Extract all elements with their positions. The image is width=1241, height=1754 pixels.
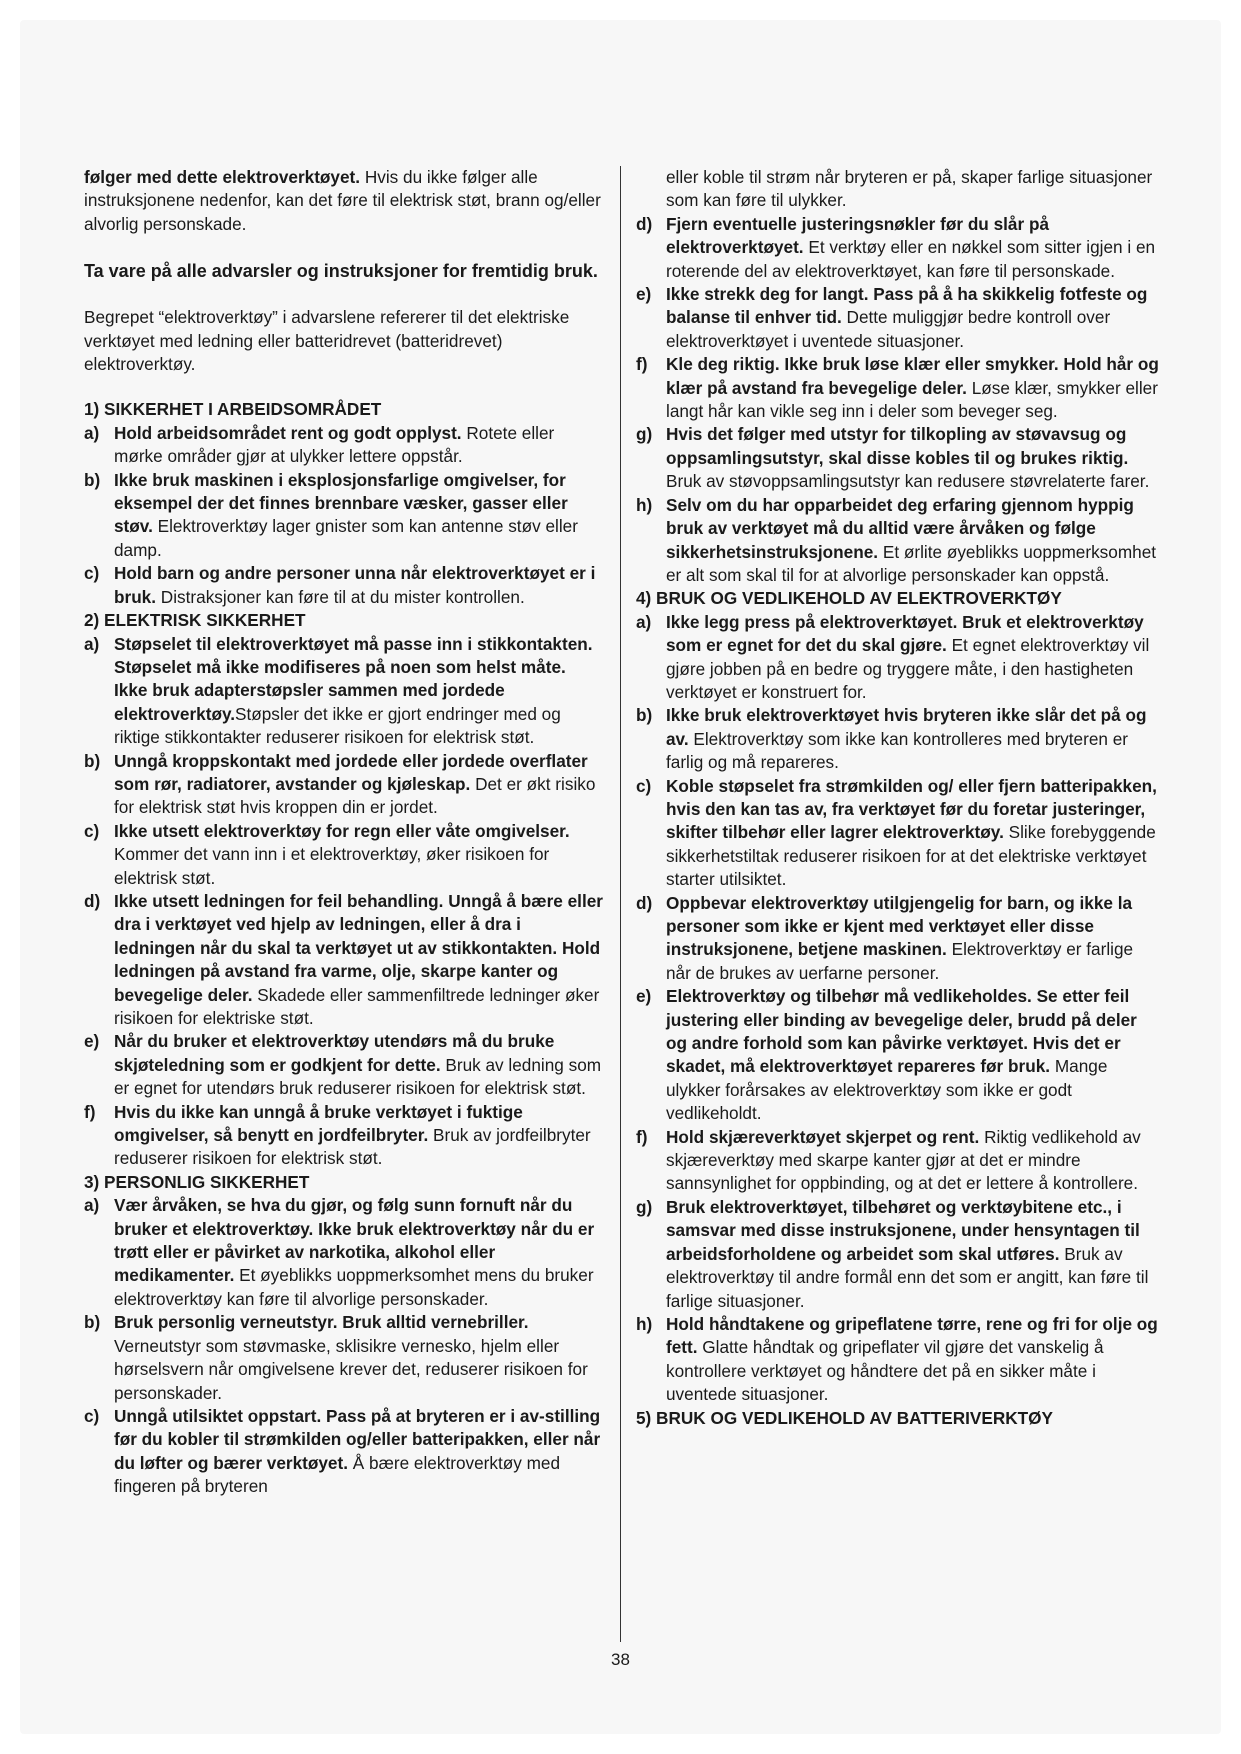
- section-3-title: 3) PERSONLIG SIKKERHET: [84, 1171, 310, 1192]
- item-label: e): [636, 284, 652, 305]
- item-bold: Unngå kroppskontakt med jordede eller jordede overflater som rør, radiatorer, avstander og kjøleskap.: [114, 750, 588, 794]
- item-text: Bruk av elektroverktøy til andre formål enn det som er angitt, kan føre til farlige situasjoner.: [666, 1243, 1149, 1311]
- item-text: Kommer det vann inn i et elektroverktøy, øker risikoen for elektrisk støt.: [114, 844, 550, 888]
- list-item: [84, 1030, 604, 1100]
- section-1-title: 1) SIKKERHET I ARBEIDSOMRÅDET: [84, 399, 382, 420]
- item-bold: Støpselet til elektroverktøyet må passe inn i stikkontakten. Støpselet må ikke modifiseres på noen som helst måte. Ikke bruk adapterstøpsler sammen med jordede elektroverktøy.: [114, 633, 593, 724]
- item-label: f): [636, 354, 648, 375]
- list-item: [636, 985, 1160, 1125]
- item-text: Elektroverktøy er farlige når de brukes av uerfarne personer.: [666, 939, 1134, 983]
- item-label: c): [84, 563, 100, 584]
- continuation-text: eller koble til strøm når bryteren er på, skaper farlige situasjoner som kan føre til ulykker.: [666, 167, 1153, 211]
- item-label: g): [636, 424, 653, 445]
- item-text: Dette muliggjør bedre kontroll over elektroverktøyet i uventede situasjoner.: [666, 307, 1111, 351]
- list-item: [636, 283, 1160, 353]
- item-text: Å bære elektroverktøy med fingeren på bryteren: [114, 1452, 561, 1497]
- item-label: b): [84, 469, 101, 490]
- item-label: e): [636, 986, 652, 1007]
- item-label: a): [84, 633, 100, 654]
- item-bold: Hold barn og andre personer unna når elektroverktøyet er i bruk.: [114, 563, 596, 607]
- item-label: b): [84, 750, 101, 771]
- item-bold: Bruk elektroverktøyet, tilbehøret og verktøybitene etc., i samsvar med disse instruksjonene, under hensyntagen til arbeidsforholdene og arbeidet som skal utføres.: [666, 1196, 1140, 1264]
- item-text: Bruk av jordfeilbryter reduserer risikoen for elektrisk støt.: [114, 1125, 591, 1169]
- item-bold: Unngå utilsiktet oppstart. Pass på at bryteren er i av-stilling før du kobler til strømkilden og/eller batteripakken, eller når du løfter og bærer verktøyet.: [114, 1405, 601, 1473]
- item-label: g): [636, 1196, 653, 1217]
- item-text: Elektroverktøy lager gnister som kan antenne støv eller damp.: [114, 516, 578, 560]
- item-bold: Ikke bruk elektroverktøyet hvis bryteren ikke slår det på og av.: [666, 705, 1147, 749]
- item-text: Støpsler det ikke er gjort endringer med og riktige stikkontakter reduserer risikoen for elektrisk støt.: [114, 703, 561, 748]
- item-label: d): [636, 892, 653, 913]
- item-text: Det er økt risiko for elektrisk støt hvis kroppen din er jordet.: [114, 773, 596, 818]
- item-label: e): [84, 1031, 100, 1052]
- item-bold: Ikke bruk maskinen i eksplosjonsfarlige omgivelser, for eksempel der det finnes brennbare væsker, gasser eller støv.: [114, 469, 568, 537]
- list-item: [636, 704, 1160, 774]
- section-2-title: 2) ELEKTRISK SIKKERHET: [84, 610, 306, 631]
- item-bold: Når du bruker et elektroverktøy utendørs må du bruke skjøteledning som er godkjent for dette.: [114, 1031, 555, 1075]
- left-column: [84, 166, 604, 1499]
- item-label: d): [636, 213, 653, 234]
- item-label: d): [84, 890, 101, 911]
- list-item: [636, 892, 1160, 986]
- item-label: h): [636, 1313, 653, 1334]
- list-item: [84, 1405, 604, 1499]
- item-text: Slike forebyggende sikkerhetstiltak reduserer risikoen for at det elektriske verktøyet starter utilsiktet.: [666, 822, 1156, 890]
- item-label: a): [84, 422, 100, 443]
- right-column: [636, 166, 1160, 1430]
- item-bold: Hold håndtakene og gripeflatene tørre, rene og fri for olje og fett.: [666, 1313, 1158, 1358]
- column-divider: [620, 166, 621, 1642]
- section-2-list: [84, 633, 604, 1171]
- list-item: [636, 775, 1160, 892]
- item-text: Et egnet elektroverktøy vil gjøre jobben på en bedre og tryggere måte, i den hastigheten verktøyet er konstruert for.: [666, 635, 1150, 702]
- item-text: Løse klær, smykker eller langt hår kan vikle seg inn i deler som beveger seg.: [666, 377, 1158, 422]
- item-text: Distraksjoner kan føre til at du mister kontrollen.: [156, 586, 525, 607]
- item-text: Mange ulykker forårsakes av elektroverktøy som ikke er godt vedlikeholdt.: [666, 1056, 1108, 1124]
- item-bold: Hvis du ikke kan unngå å bruke verktøyet i fuktige omgivelser, så benytt en jordfeilbryter.: [114, 1101, 523, 1146]
- item-bold: Ikke utsett ledningen for feil behandling. Unngå å bære eller dra i verktøyet ved hjelp av ledningen, eller å dra i ledningen når du skal ta verktøyet ut av stikkontakten. Hold ledningen på avstand fra varme, olje, skarpe kanter og bevegelige deler.: [114, 890, 603, 1005]
- item-bold: Bruk personlig verneutstyr. Bruk alltid vernebriller.: [114, 1312, 529, 1333]
- section-5-title: 5) BRUK OG VEDLIKEHOLD AV BATTERIVERKTØY: [636, 1407, 1053, 1428]
- item-label: b): [636, 705, 653, 726]
- item-text: Riktig vedlikehold av skjæreverktøy med skarpe kanter gjør at det er mindre sannsynlighet for oppbinding, og at det er lettere å kontrollere.: [666, 1126, 1141, 1194]
- item-label: a): [636, 611, 652, 632]
- item-bold: Oppbevar elektroverktøy utilgjengelig for barn, og ikke la personer som ikke er kjent med verktøyet eller disse instruksjonene, betjene maskinen.: [666, 892, 1133, 960]
- section-1-list: [84, 422, 604, 609]
- list-item: [84, 820, 604, 890]
- item-label: c): [84, 1405, 100, 1426]
- item-bold: Ikke utsett elektroverktøy for regn eller våte omgivelser.: [114, 820, 570, 841]
- item-text: Skadede eller sammenfiltrede ledninger øker risikoen for elektriske støt.: [114, 984, 600, 1028]
- item-bold: Ikke legg press på elektroverktøyet. Bruk et elektroverktøy som er egnet for det du skal gjøre.: [666, 611, 1144, 656]
- list-item: [636, 1196, 1160, 1313]
- section-3-list: [84, 1194, 604, 1498]
- page-number: 38: [611, 1650, 630, 1669]
- list-item: [636, 611, 1160, 705]
- item-label: c): [84, 820, 100, 841]
- item-text: Elektroverktøy som ikke kan kontrolleres med bryteren er farlig og må repareres.: [666, 728, 1129, 773]
- list-item: [84, 422, 604, 469]
- definition-paragraph: Begrepet “elektroverktøy” i advarslene refererer til det elektriske verktøyet med ledning eller batteridrevet (batteridrevet) elektroverktøy.: [84, 307, 570, 375]
- list-item: [636, 213, 1160, 283]
- item-bold: Hold skjæreverktøyet skjerpet og rent.: [666, 1126, 980, 1147]
- item-bold: Kle deg riktig. Ikke bruk løse klær eller smykker. Hold hår og klær på avstand fra bevegelige deler.: [666, 354, 1159, 398]
- item-bold: Fjern eventuelle justeringsnøkler før du slår på elektroverktøyet.: [666, 213, 1050, 258]
- list-item: [636, 494, 1160, 588]
- item-text: Bruk av ledning som er egnet for utendørs bruk reduserer risikoen for elektrisk støt.: [114, 1054, 602, 1099]
- item-bold: Hvis det følger med utstyr for tilkopling av støvavsug og oppsamlingsutstyr, skal disse kobles til og brukes riktig.: [666, 424, 1129, 468]
- item-bold: Selv om du har opparbeidet deg erfaring gjennom hyppig bruk av verktøyet må du alltid være årvåken og følge sikkerhetsinstruksjonene.: [666, 494, 1134, 562]
- list-item: [84, 750, 604, 820]
- item-text: Et øyeblikks uoppmerksomhet mens du bruker elektroverktøy kan føre til alvorlige personskader.: [114, 1265, 594, 1309]
- list-item: [84, 562, 604, 609]
- item-bold: Elektroverktøy og tilbehør må vedlikeholdes. Se etter feil justering eller binding av bevegelige deler, brudd på deler og andre forhold som kan påvirke verktøyet. Hvis det er skadet, må elektroverktøyet repareres før bruk.: [666, 986, 1137, 1077]
- list-item: [84, 469, 604, 563]
- list-item: [84, 890, 604, 1030]
- list-item: [636, 353, 1160, 423]
- item-label: a): [84, 1195, 100, 1216]
- list-item: [636, 1126, 1160, 1196]
- continuation-item: [636, 166, 1160, 213]
- section-4-title: 4) BRUK OG VEDLIKEHOLD AV ELEKTROVERKTØY: [636, 588, 1062, 609]
- item-text: Rotete eller mørke områder gjør at ulykker lettere oppstår.: [114, 422, 555, 467]
- list-item: [84, 1194, 604, 1311]
- section-3-list-continued: [636, 213, 1160, 588]
- item-label: h): [636, 494, 653, 515]
- item-label: f): [636, 1126, 648, 1147]
- item-bold: Vær årvåken, se hva du gjør, og følg sunn fornuft når du bruker et elektroverktøy. Ikke bruk elektroverktøy når du er trøtt eller er påvirket av narkotika, alkohol eller medikamenter.: [114, 1195, 595, 1286]
- item-text: Verneutstyr som støvmaske, sklisikre vernesko, hjelm eller hørselsvern når omgivelsene krever det, reduserer risikoen for personskader.: [114, 1335, 588, 1403]
- item-text: Glatte håndtak og gripeflater vil gjøre det vanskelig å kontrollere verktøyet og håndtere det på en sikker måte i uventede situasjoner.: [666, 1337, 1104, 1405]
- keep-instructions-heading: Ta vare på alle advarsler og instruksjoner for fremtidig bruk.: [84, 261, 598, 282]
- item-label: c): [636, 775, 652, 796]
- item-text: Et verktøy eller en nøkkel som sitter igjen i en roterende del av elektroverktøyet, kan føre til personskade.: [666, 237, 1156, 281]
- item-bold: Koble støpselet fra strømkilden og/ eller fjern batteripakken, hvis den kan tas av, fra verktøyet før du foretar justeringer, skifter tilbehør eller lagrer elektroverktøy.: [666, 775, 1157, 843]
- item-text: Bruk av støvoppsamlingsutstyr kan redusere støvrelaterte farer.: [666, 471, 1150, 492]
- item-label: b): [84, 1312, 101, 1333]
- item-bold: Ikke strekk deg for langt. Pass på å ha skikkelig fotfeste og balanse til enhver tid.: [666, 284, 1148, 328]
- list-item: [636, 1313, 1160, 1407]
- list-item: [84, 1311, 604, 1405]
- intro-bold: følger med dette elektroverktøyet.: [84, 167, 361, 187]
- item-bold: Hold arbeidsområdet rent og godt opplyst.: [114, 422, 462, 443]
- intro-text: Hvis du ikke følger alle instruksjonene nedenfor, kan det føre til elektrisk støt, brann og/eller alvorlig personskade.: [84, 167, 601, 234]
- list-item: [84, 633, 604, 750]
- intro-paragraph: [84, 166, 604, 236]
- list-item: [84, 1101, 604, 1171]
- item-text: Et ørlite øyeblikks uoppmerksomhet er alt som skal til for at alvorlige personskader kan oppstå.: [666, 541, 1157, 585]
- list-item: [636, 423, 1160, 493]
- item-label: f): [84, 1101, 96, 1122]
- section-4-list: [636, 611, 1160, 1407]
